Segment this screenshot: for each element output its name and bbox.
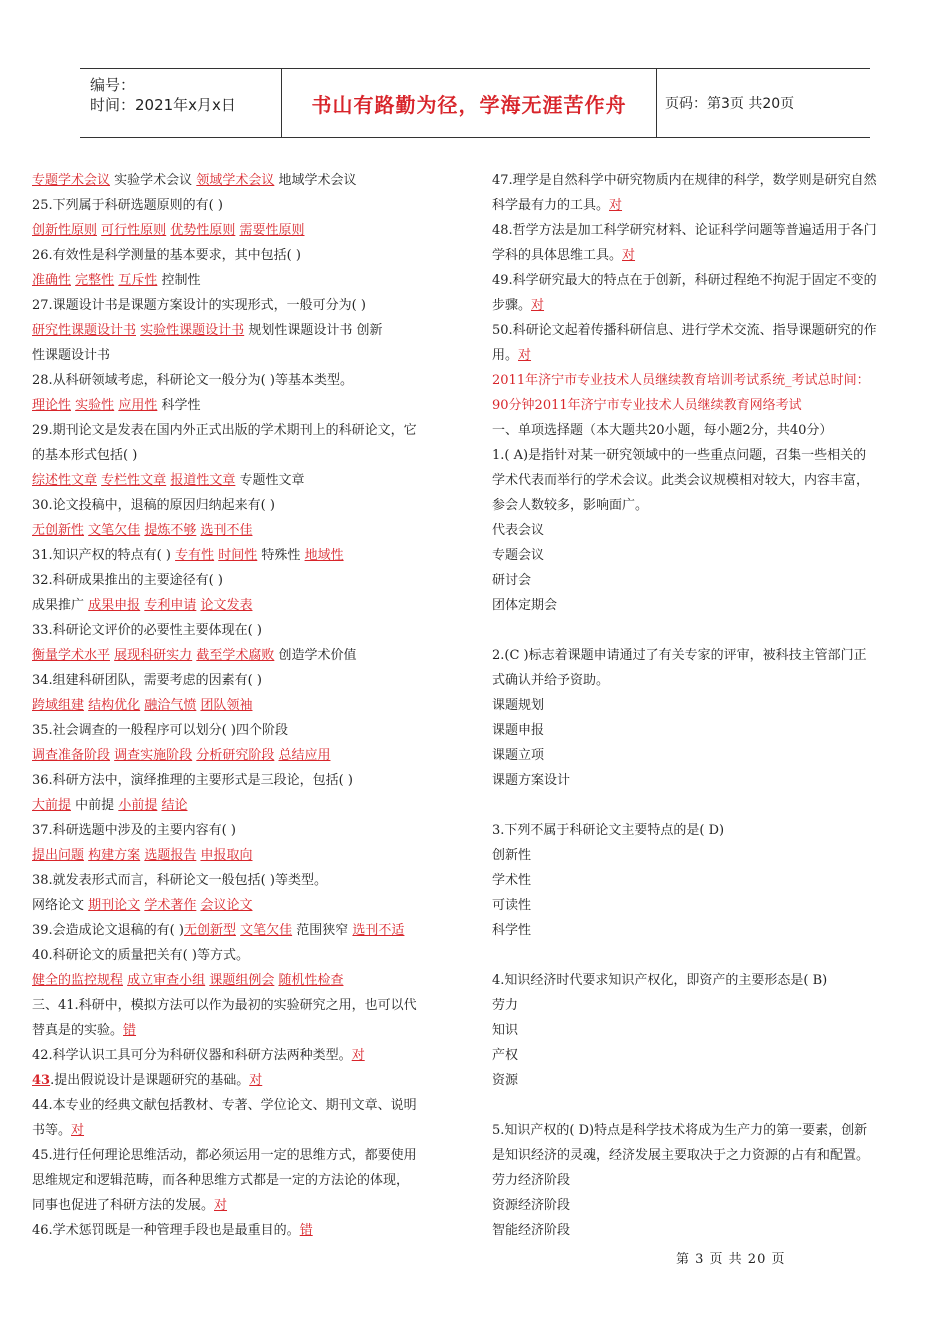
q28: 28.从科研领域考虑，科研论文一般分为( )等基本类型。 <box>32 373 353 388</box>
q35-answers: 调查准备阶段 调查实施阶段 分析研究阶段 总结应用 <box>32 748 331 763</box>
q34: 34.组建科研团队，需要考虑的因素有( ) <box>32 673 262 688</box>
spacer <box>492 1093 920 1118</box>
q29-answers: 综述性文章 专栏性文章 报道性文章 专题性文章 <box>32 473 305 488</box>
q24-answers: 专题学术会议 实验学术会议 领域学术会议 地域学术会议 <box>32 173 357 188</box>
header-page-cell <box>657 69 870 137</box>
q33-answers: 衡量学术水平 展现科研实力 截至学术腐败 创造学术价值 <box>32 648 357 663</box>
q42: 42.科学认识工具可分为科研仪器和科研方法两种类型。对 <box>32 1048 365 1063</box>
q50: 50.科研论文起着传播科研信息、进行学术交流、指导课题研究的作 <box>492 323 877 338</box>
header-motto-cell <box>282 69 657 137</box>
q45: 45.进行任何理论思维活动，都必须运用一定的思维方式，都要使用 <box>32 1148 417 1163</box>
s1-option: 专题会议 <box>492 548 545 563</box>
s1-option: 代表会议 <box>492 523 545 538</box>
page-label: 页码：第3页 共20页 <box>665 96 795 112</box>
s4-option: 产权 <box>492 1048 519 1063</box>
q27: 27.课题设计书是课题方案设计的实现形式，一般可分为( ) <box>32 298 366 313</box>
s4-option: 资源 <box>492 1073 519 1088</box>
s1-question-cont: 学术代表而举行的学术会议。此类会议规模相对较大，内容丰富， <box>492 473 870 488</box>
q37: 37.科研选题中涉及的主要内容有( ) <box>32 823 236 838</box>
left-column <box>32 168 460 1243</box>
q36-answers: 大前提 中前提 小前提 结论 <box>32 798 188 813</box>
s2-question-cont: 式确认并给予资助。 <box>492 673 610 688</box>
q27-answers: 研究性课题设计书 实验性课题设计书 规划性课题设计书 创新 <box>32 323 383 338</box>
s3-option: 可读性 <box>492 898 532 913</box>
s1-question: 1.( A)是指针对某一研究领域中的一些重点问题，召集一些相关的 <box>492 448 867 463</box>
q30-answers: 无创新性 文笔欠佳 提炼不够 选刊不佳 <box>32 523 253 538</box>
header-meta <box>80 69 282 137</box>
q33: 33.科研论文评价的必要性主要体现在( ) <box>32 623 262 638</box>
s5-question: 5.知识产权的( D)特点是科学技术将成为生产力的第一要素，创新 <box>492 1123 868 1138</box>
spacer <box>492 943 920 968</box>
s1-question-cont2: 参会人数较多，影响面广。 <box>492 498 649 513</box>
exam-title-line1: 2011年济宁市专业技术人员继续教育培训考试系统_考试总时间： <box>492 373 870 388</box>
s3-question: 3.下列不属于科研论文主要特点的是( D) <box>492 823 725 838</box>
s1-option: 研讨会 <box>492 573 532 588</box>
s4-option: 劳力 <box>492 998 519 1013</box>
q27-cont: 性课题设计书 <box>32 348 111 363</box>
motto: 书山有路勤为径，学海无涯苦作舟 <box>311 92 627 117</box>
s5-option: 资源经济阶段 <box>492 1198 571 1213</box>
spacer <box>492 793 920 818</box>
s1-option: 团体定期会 <box>492 598 558 613</box>
s5-question-cont: 是知识经济的灵魂，经济发展主要取决于之力资源的占有和配置。 <box>492 1148 870 1163</box>
time-label: 时间：2021年x月x日 <box>90 96 236 114</box>
s4-option: 知识 <box>492 1023 519 1038</box>
q49-cont: 步骤。对 <box>492 298 545 313</box>
s5-option: 智能经济阶段 <box>492 1223 571 1238</box>
q25-answers: 创新性原则 可行性原则 优势性原则 需要性原则 <box>32 223 305 238</box>
right-column <box>492 168 920 1243</box>
q31: 31.知识产权的特点有( ) 专有性 时间性 特殊性 地域性 <box>32 548 344 563</box>
s3-option: 创新性 <box>492 848 532 863</box>
spacer <box>492 618 920 643</box>
q32: 32.科研成果推出的主要途径有( ) <box>32 573 223 588</box>
q29-cont: 的基本形式包括( ) <box>32 448 138 463</box>
q28-answers: 理论性 实验性 应用性 科学性 <box>32 398 201 413</box>
q44-cont: 书等。对 <box>32 1123 85 1138</box>
q26-answers: 准确性 完整性 互斥性 控制性 <box>32 273 201 288</box>
s2-option: 课题方案设计 <box>492 773 571 788</box>
q45-cont2: 同事也促进了科研方法的发展。对 <box>32 1198 228 1213</box>
q25: 25.下列属于科研选题原则的有( ) <box>32 198 223 213</box>
exam-title-line2: 90分钟2011年济宁市专业技术人员继续教育网络考试 <box>492 398 802 413</box>
page-footer: 第 3 页 共 20 页 <box>676 1252 786 1267</box>
q46: 46.学术惩罚既是一种管理手段也是最重目的。错 <box>32 1223 313 1238</box>
q32-answers: 成果推广 成果申报 专利申请 论文发表 <box>32 598 253 613</box>
q39: 39.会造成论文退稿的有( )无创新型 文笔欠佳 范围狭窄 选刊不适 <box>32 923 405 938</box>
s4-question: 4.知识经济时代要求知识产权化，即资产的主要形态是( B) <box>492 973 828 988</box>
q26: 26.有效性是科学测量的基本要求，其中包括( ) <box>32 248 301 263</box>
q48: 48.哲学方法是加工科学研究材料、论证科学问题等普遍适用于各门 <box>492 223 877 238</box>
q48-cont: 学科的具体思维工具。对 <box>492 248 636 263</box>
s2-option: 课题立项 <box>492 748 545 763</box>
page-header <box>80 68 870 138</box>
s5-option: 劳力经济阶段 <box>492 1173 571 1188</box>
q38-answers: 网络论文 期刊论文 学术著作 会议论文 <box>32 898 253 913</box>
s3-option: 学术性 <box>492 873 532 888</box>
q34-answers: 跨域组建 结构优化 融洽气愤 团队领袖 <box>32 698 253 713</box>
q36: 36.科研方法中，演绎推理的主要形式是三段论，包括( ) <box>32 773 353 788</box>
q35: 35.社会调查的一般程序可以划分( )四个阶段 <box>32 723 288 738</box>
q45-cont: 思维规定和逻辑范畴，而各种思维方式都是一定的方法论的体现， <box>32 1173 410 1188</box>
q40-answers: 健全的监控规程 成立审查小组 课题组例会 随机性检查 <box>32 973 344 988</box>
s3-option: 科学性 <box>492 923 532 938</box>
s2-question: 2.(C )标志着课题申请通过了有关专家的评审，被科技主管部门正 <box>492 648 867 663</box>
q44: 44.本专业的经典文献包括教材、专著、学位论文、期刊文章、说明 <box>32 1098 417 1113</box>
q47: 47.理学是自然科学中研究物质内在规律的科学，数学则是研究自然 <box>492 173 877 188</box>
q29: 29.期刊论文是发表在国内外正式出版的学术期刊上的科研论文，它 <box>32 423 417 438</box>
q30: 30.论文投稿中，退稿的原因归纳起来有( ) <box>32 498 275 513</box>
q40: 40.科研论文的质量把关有( )等方式。 <box>32 948 249 963</box>
q41: 三、41.科研中，模拟方法可以作为最初的实验研究之用，也可以代 <box>32 998 417 1013</box>
q38: 38.就发表形式而言，科研论文一般包括( )等类型。 <box>32 873 327 888</box>
number-label: 编号： <box>90 76 136 94</box>
s2-option: 课题申报 <box>492 723 545 738</box>
q47-cont: 科学最有力的工具。对 <box>492 198 623 213</box>
q43: 43.提出假说设计是课题研究的基础。对 <box>32 1073 263 1088</box>
section-heading: 一、单项选择题（本大题共20小题，每小题2分，共40分） <box>492 423 833 438</box>
q37-answers: 提出问题 构建方案 选题报告 申报取向 <box>32 848 253 863</box>
s2-option: 课题规划 <box>492 698 545 713</box>
q50-cont: 用。对 <box>492 348 532 363</box>
q41-cont: 替真是的实验。错 <box>32 1023 137 1038</box>
q49: 49.科学研究最大的特点在于创新，科研过程绝不拘泥于固定不变的 <box>492 273 877 288</box>
